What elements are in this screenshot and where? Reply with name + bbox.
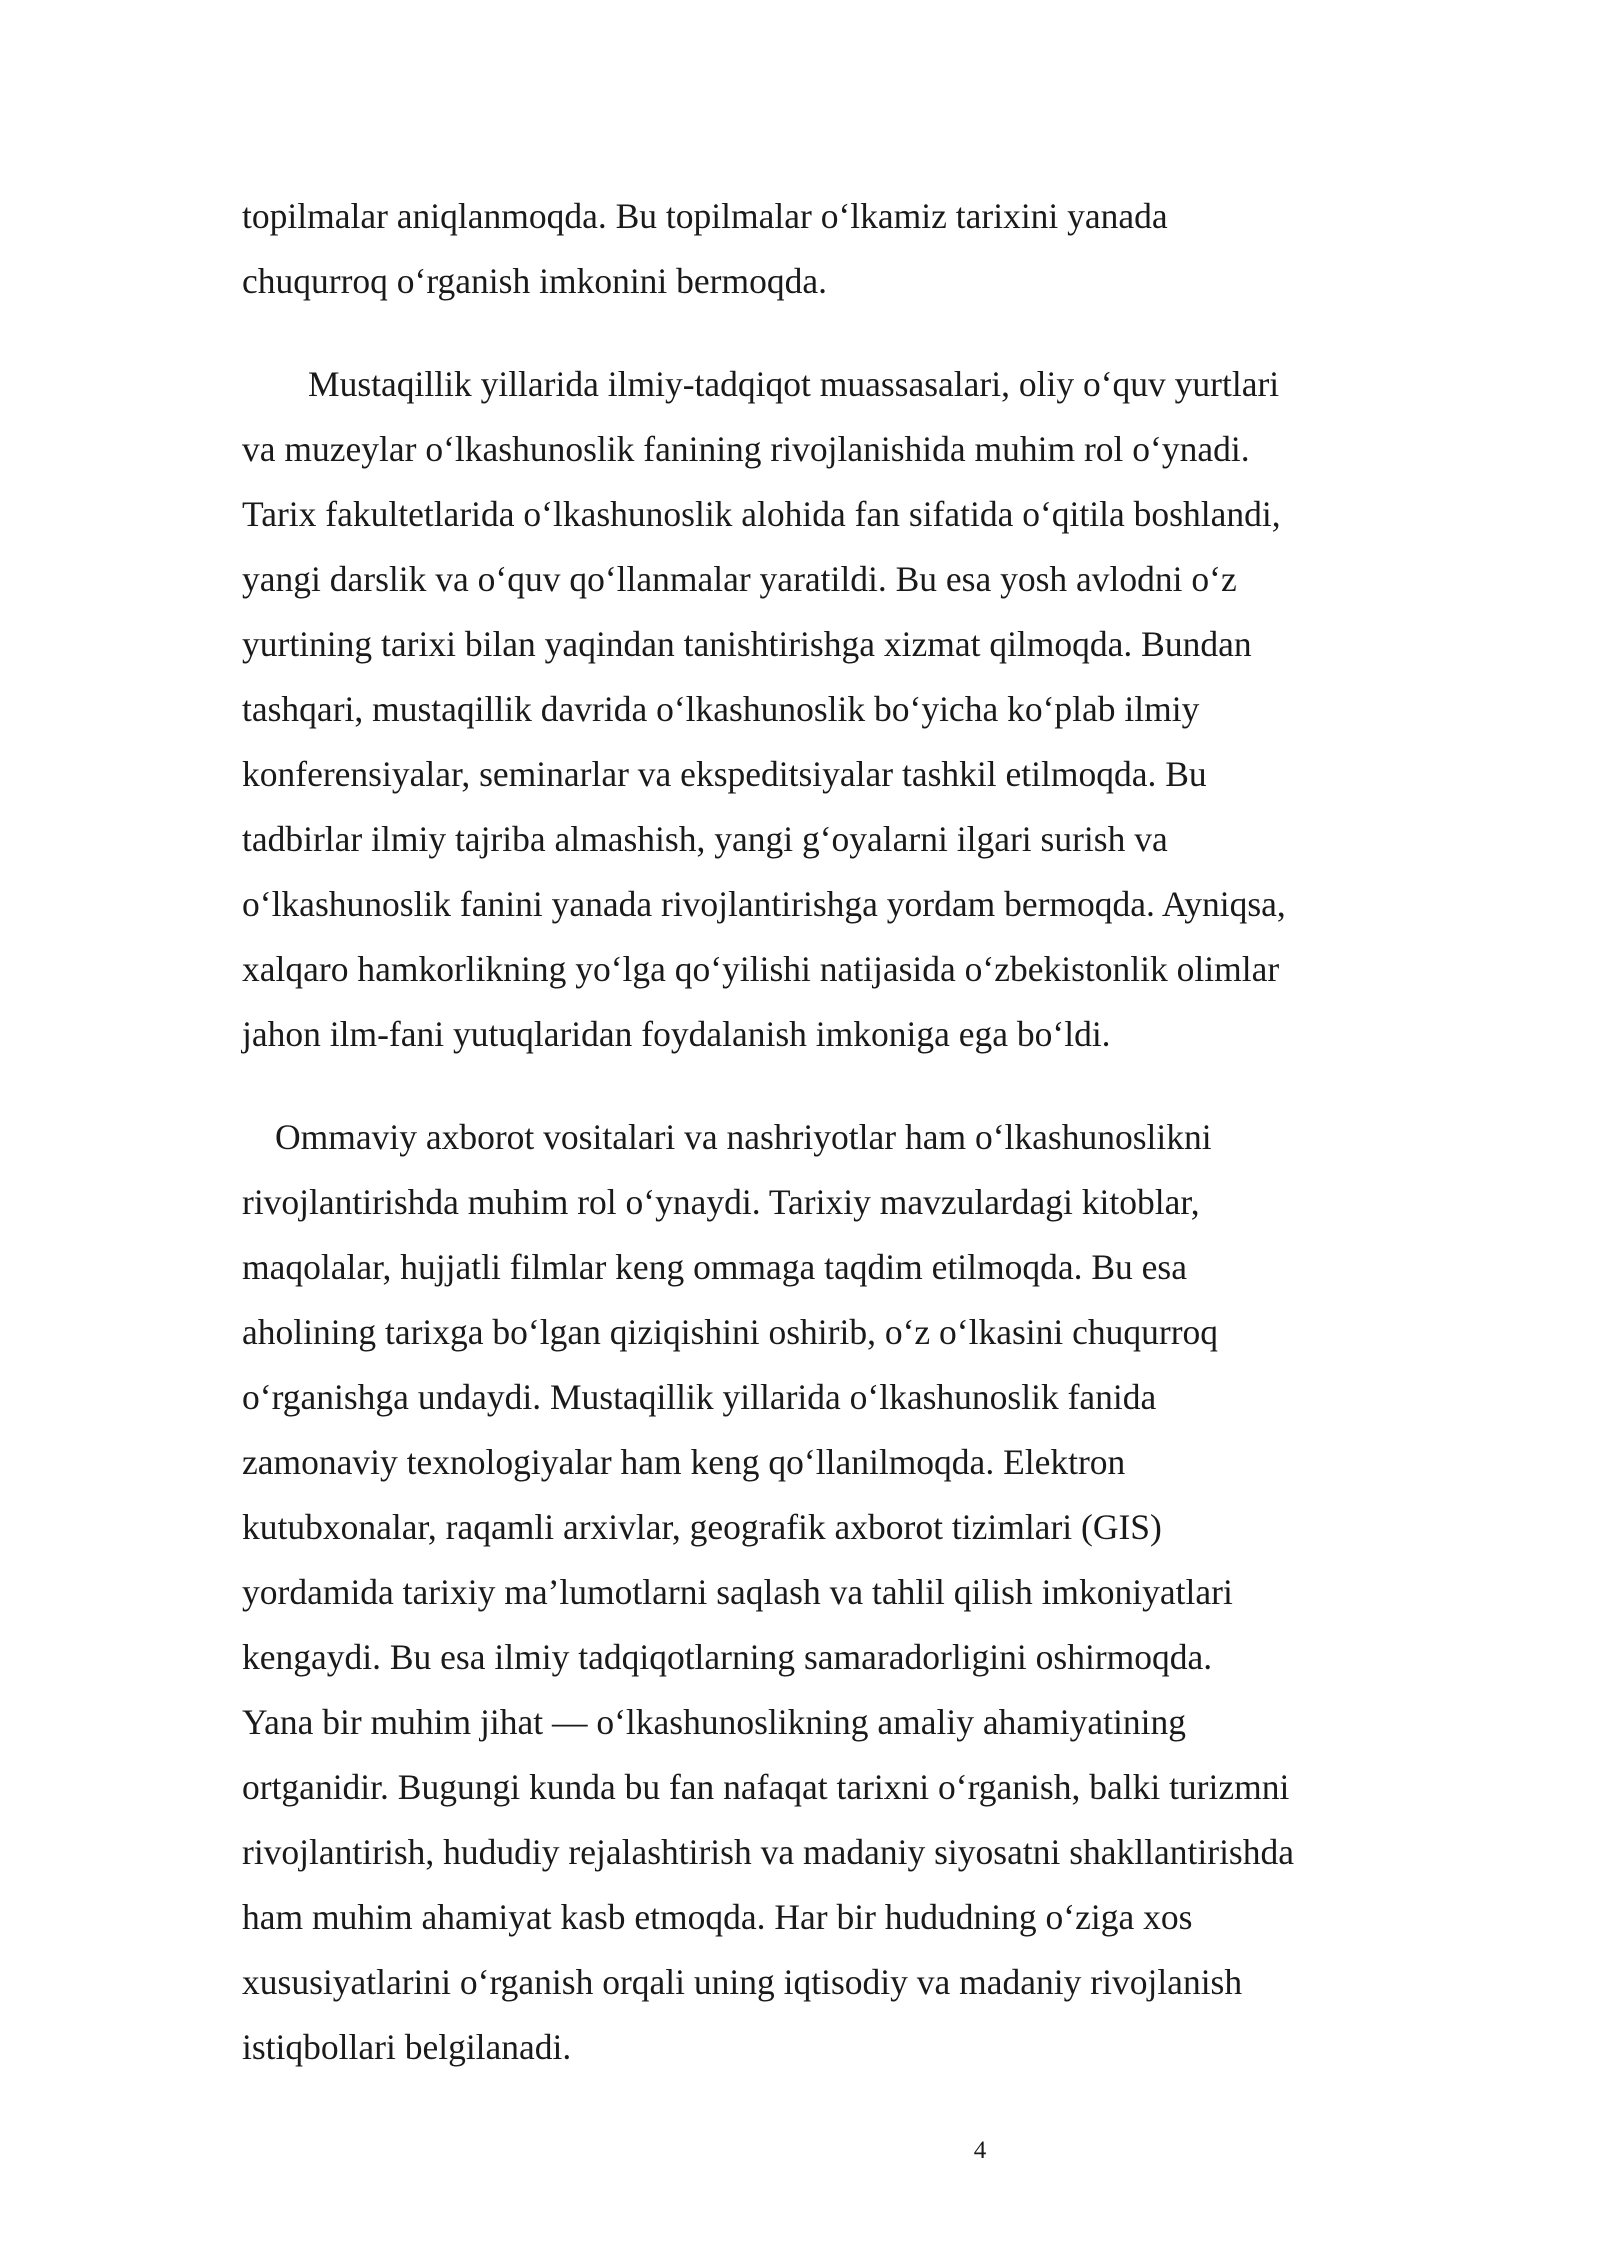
page-body (242, 184, 1362, 2080)
text-line: yurtining tarixi bilan yaqindan tanishtirishga xizmat qilmoqda. Bundan (242, 624, 1252, 664)
text-line: maqolalar, hujjatli filmlar keng ommaga taqdim etilmoqda. Bu esa (242, 1247, 1187, 1287)
text-line: kutubxonalar, raqamli arxivlar, geografik axborot tizimlari (GIS) (242, 1507, 1162, 1547)
text-line: tashqari, mustaqillik davrida o‘lkashunoslik bo‘yicha ko‘plab ilmiy (242, 689, 1200, 729)
text-line-indented: Ommaviy axborot vositalari va nashriyotlar ham o‘lkashunoslikni (275, 1117, 1212, 1157)
text-line: chuqurroq o‘rganish imkonini bermoqda. (242, 261, 827, 301)
text-line: Tarix fakultetlarida o‘lkashunoslik alohida fan sifatida o‘qitila boshlandi, (242, 494, 1281, 534)
text-line: xususiyatlarini o‘rganish orqali uning iqtisodiy va madaniy rivojlanish (242, 1962, 1243, 2002)
text-line: ham muhim ahamiyat kasb etmoqda. Har bir hududning o‘ziga xos (242, 1897, 1193, 1937)
text-line: ortganidir. Bugungi kunda bu fan nafaqat tarixni o‘rganish, balki turizmni (242, 1767, 1290, 1807)
text-line: va muzeylar o‘lkashunoslik fanining rivojlanishida muhim rol o‘ynadi. (242, 429, 1250, 469)
text-line: tadbirlar ilmiy tajriba almashish, yangi g‘oyalarni ilgari surish va (242, 819, 1168, 859)
text-line: o‘rganishga undaydi. Mustaqillik yillarida o‘lkashunoslik fanida (242, 1377, 1157, 1417)
text-line: kengaydi. Bu esa ilmiy tadqiqotlarning samaradorligini oshirmoqda. (242, 1637, 1213, 1677)
text-line: jahon ilm-fani yutuqlaridan foydalanish imkoniga ega bo‘ldi. (242, 1014, 1111, 1054)
text-line-indented: Mustaqillik yillarida ilmiy-tadqiqot muassasalari, oliy o‘quv yurtlari (308, 364, 1280, 404)
text-line: xalqaro hamkorlikning yo‘lga qo‘yilishi natijasida o‘zbekistonlik olimlar (242, 949, 1280, 989)
text-line: yangi darslik va o‘quv qo‘llanmalar yaratildi. Bu esa yosh avlodni o‘z (242, 559, 1237, 599)
text-line: rivojlantirishda muhim rol o‘ynaydi. Tarixiy mavzulardagi kitoblar, (242, 1182, 1200, 1222)
text-line: zamonaviy texnologiyalar ham keng qo‘llanilmoqda. Elektron (242, 1442, 1126, 1482)
text-line: o‘lkashunoslik fanini yanada rivojlantirishga yordam bermoqda. Ayniqsa, (242, 884, 1286, 924)
text-line: aholining tarixga bo‘lgan qiziqishini oshirib, o‘z o‘lkasini chuqurroq (242, 1312, 1219, 1352)
paragraph-1 (242, 184, 1362, 314)
paragraph-2 (242, 352, 1362, 1067)
paragraph-3 (242, 1105, 1362, 2080)
page-number: 4 (973, 2137, 987, 2164)
text-line: Yana bir muhim jihat — o‘lkashunoslikning amaliy ahamiyatining (242, 1702, 1186, 1742)
text-line: konferensiyalar, seminarlar va ekspeditsiyalar tashkil etilmoqda. Bu (242, 754, 1207, 794)
text-line: istiqbollari belgilanadi. (242, 2027, 572, 2067)
text-line: topilmalar aniqlanmoqda. Bu topilmalar o‘lkamiz tarixini yanada (242, 196, 1168, 236)
text-line: rivojlantirish, hududiy rejalashtirish va madaniy siyosatni shakllantirishda (242, 1832, 1294, 1872)
text-line: yordamida tarixiy ma’lumotlarni saqlash va tahlil qilish imkoniyatlari (242, 1572, 1233, 1612)
